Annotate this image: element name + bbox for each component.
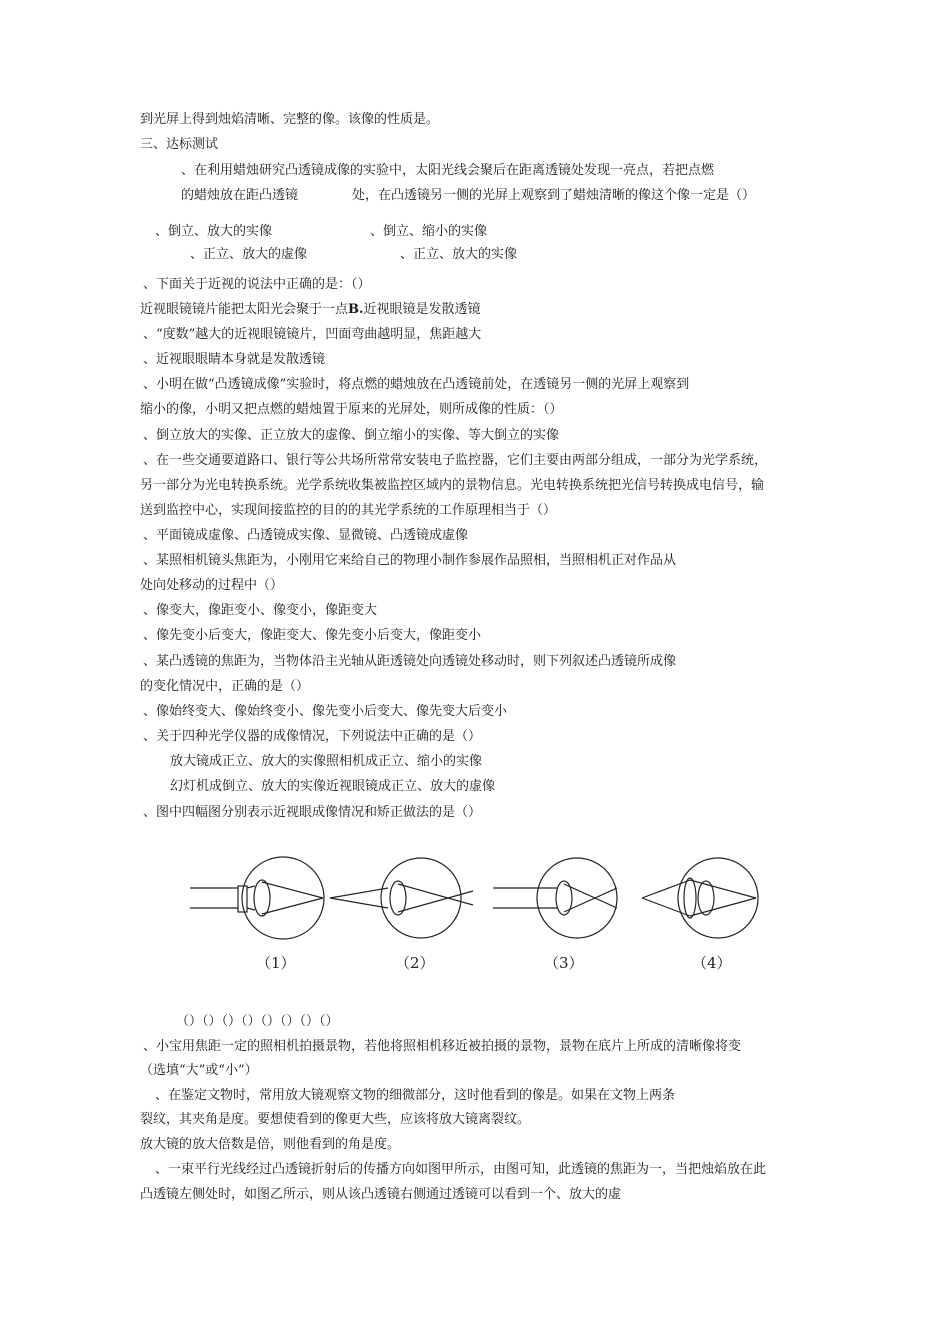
option-b-label: B. <box>348 302 364 317</box>
question-9: 、小宝用焦距一定的照相机拍摄景物，若他将照相机移近被拍摄的景物，景物在底片上所成的清晰像将变 <box>143 1039 742 1054</box>
diagram-4 <box>642 858 758 938</box>
question-5: 、某照相机镜头焦距为，小刚用它来给自己的物理小制作参展作品照相，当照相机正对作品从 <box>143 553 677 568</box>
caption-4: （4） <box>692 954 732 972</box>
question-5-options-ab: 、像变大，像距变小、像变小，像距变大 <box>143 603 378 618</box>
question-4-options: 、平面镜成虚像、凸透镜成实像、显微镜、凸透镜成虚像 <box>143 528 469 543</box>
eye-diagram <box>180 848 760 983</box>
question-8: 、图中四幅图分别表示近视眼成像情况和矫正做法的是（） <box>143 805 482 820</box>
question-5-options-cd: 、像先变小后变大，像距变大、像先变小后变大，像距变小 <box>143 628 482 643</box>
question-10: 、在鉴定文物时，常用放大镜观察文物的细微部分，这时他看到的像是。如果在文物上两条 <box>155 1088 676 1103</box>
question-6-options: 、像始终变大、像始终变小、像先变小后变大、像先变大后变小 <box>143 704 508 719</box>
option-a: 、倒立、放大的实像 <box>155 224 273 239</box>
question-2: 、下面关于近视的说法中正确的是：（） <box>143 277 371 292</box>
question-11-cont: 凸透镜左侧处时，如图乙所示，则从该凸透镜右侧通过透镜可以看到一个、放大的虚 <box>140 1187 622 1202</box>
question-10-cont-2: 放大镜的放大倍数是倍，则他看到的角是度。 <box>140 1137 401 1152</box>
question-11: 、一束平行光线经过凸透镜折射后的传播方向如图甲所示，由图可知，此透镜的焦距为一，当把烛焰放在此 <box>155 1162 767 1177</box>
question-7-options-cd: 幻灯机成倒立、放大的实像近视眼镜成正立、放大的虚像 <box>170 779 496 794</box>
diagram-2 <box>330 858 473 938</box>
caption-2: （2） <box>395 954 435 972</box>
option-d: 、正立、放大的实像 <box>400 247 518 262</box>
question-9-cont: （选填“大”或“小”） <box>140 1063 258 1078</box>
question-1-cont-b: 处，在凸透镜另一侧的光屏上观察到了蜡烛清晰的像这个像一定是（） <box>352 188 756 203</box>
question-4-cont-1: 另一部分为光电转换系统。光学系统收集被监控区域内的景物信息。光电转换系统把光信号转换成电信号，输 <box>140 478 765 493</box>
question-6-cont: 的变化情况中，正确的是（） <box>140 679 310 694</box>
question-3-options: 、倒立放大的实像、正立放大的虚像、倒立缩小的实像、等大倒立的实像 <box>143 428 560 443</box>
question-1: 、在利用蜡烛研究凸透镜成像的实验中，太阳光线会聚后在距离透镜处发现一亮点，若把点燃 <box>181 163 715 178</box>
question-3-cont: 缩小的像，小明又把点燃的蜡烛置于原来的光屏处，则所成像的性质：（） <box>140 402 563 417</box>
question-1-cont-a: 的蜡烛放在距凸透镜 <box>181 188 299 203</box>
answer-blanks: （）（）（）（）（）（）（）（） <box>176 1014 339 1029</box>
diagram-1 <box>190 857 324 939</box>
option-c: 、正立、放大的虚像 <box>190 247 308 262</box>
section-heading: 三、达标测试 <box>140 137 219 152</box>
question-2-option-d: 、近视眼眼睛本身就是发散透镜 <box>143 352 326 367</box>
question-6: 、某凸透镜的焦距为，当物体沿主光轴从距透镜处向透镜处移动时，则下列叙述凸透镜所成像 <box>143 654 677 669</box>
caption-3: （3） <box>544 954 584 972</box>
question-10-cont-1: 裂纹，其夹角是度。要想使看到的像更大些，应该将放大镜离裂纹。 <box>140 1112 531 1127</box>
question-4: 、在一些交通要道路口、银行等公共场所常常安装电子监控器，它们主要由两部分组成，一部分为光学系统， <box>143 453 768 468</box>
question-2-option-ab <box>140 302 481 318</box>
option-a-text: 近视眼镜镜片能把太阳光会聚于一点 <box>140 302 349 317</box>
option-b-text: 近视眼镜是发散透镜 <box>363 302 481 317</box>
diagram-3 <box>493 858 617 938</box>
question-5-cont: 处向处移动的过程中（） <box>140 578 284 593</box>
question-3: 、小明在做“凸透镜成像”实验时，将点燃的蜡烛放在凸透镜前处，在透镜另一侧的光屏上观察到 <box>143 377 690 392</box>
question-4-cont-2: 送到监控中心，实现间接监控的目的的其光学系统的工作原理相当于（） <box>140 503 557 518</box>
caption-1: （1） <box>256 954 296 972</box>
question-2-option-c: 、“度数”越大的近视眼镜镜片，凹面弯曲越明显，焦距越大 <box>143 327 482 342</box>
question-7-options-ab: 放大镜成正立、放大的实像照相机成正立、缩小的实像 <box>170 754 483 769</box>
option-b: 、倒立、缩小的实像 <box>370 224 488 239</box>
question-7: 、关于四种光学仪器的成像情况，下列说法中正确的是（） <box>143 729 482 744</box>
text-line: 到光屏上得到烛焰清晰、完整的像。该像的性质是。 <box>140 112 440 127</box>
eye-diagram-figure <box>180 848 760 983</box>
